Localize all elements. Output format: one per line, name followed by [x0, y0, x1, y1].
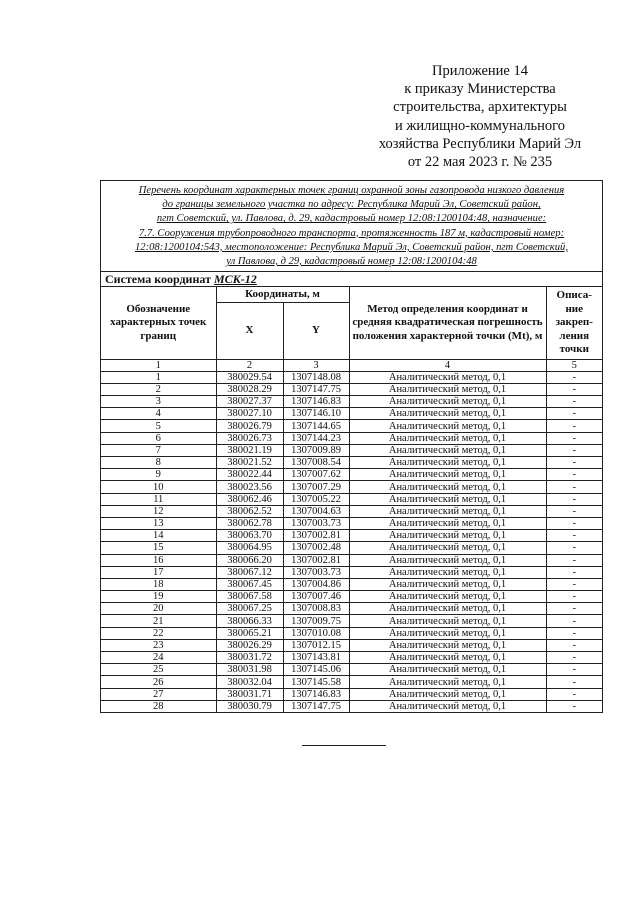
- x-coordinate-cell: 380029.54: [216, 371, 283, 383]
- x-coordinate-cell: 380062.46: [216, 493, 283, 505]
- table-row: [101, 578, 602, 590]
- point-number-cell: 16: [101, 554, 216, 566]
- y-coordinate-cell: 1307146.83: [283, 688, 349, 700]
- point-number-cell: 7: [101, 444, 216, 456]
- method-cell: Аналитический метод, 0,1: [349, 652, 546, 664]
- table-row: [101, 457, 602, 469]
- method-cell: Аналитический метод, 0,1: [349, 469, 546, 481]
- y-coordinate-cell: 1307003.73: [283, 566, 349, 578]
- description-cell: -: [546, 432, 602, 444]
- table-row: [101, 383, 602, 395]
- y-coordinate-cell: 1307146.10: [283, 408, 349, 420]
- description-cell: -: [546, 676, 602, 688]
- coordinate-system-value: МСК-12: [213, 272, 257, 287]
- y-coordinate-cell: 1307145.58: [283, 676, 349, 688]
- table-body: [101, 371, 602, 712]
- point-number-cell: 26: [101, 676, 216, 688]
- table-row: [101, 493, 602, 505]
- table-row: [101, 517, 602, 529]
- point-number-cell: 25: [101, 664, 216, 676]
- y-coordinate-cell: 1307143.81: [283, 652, 349, 664]
- x-coordinate-cell: 380066.20: [216, 554, 283, 566]
- point-number-cell: 17: [101, 566, 216, 578]
- method-cell: Аналитический метод, 0,1: [349, 517, 546, 529]
- y-coordinate-cell: 1307004.86: [283, 578, 349, 590]
- col-number: 2: [216, 359, 283, 371]
- description-cell: -: [546, 469, 602, 481]
- point-number-cell: 15: [101, 542, 216, 554]
- method-cell: Аналитический метод, 0,1: [349, 688, 546, 700]
- table-row: [101, 700, 602, 712]
- point-number-cell: 3: [101, 396, 216, 408]
- method-cell: Аналитический метод, 0,1: [349, 542, 546, 554]
- x-coordinate-cell: 380065.21: [216, 627, 283, 639]
- point-number-cell: 22: [101, 627, 216, 639]
- table-row: [101, 432, 602, 444]
- method-cell: Аналитический метод, 0,1: [349, 566, 546, 578]
- description-cell: -: [546, 396, 602, 408]
- point-number-cell: 10: [101, 481, 216, 493]
- y-coordinate-cell: 1307008.83: [283, 603, 349, 615]
- x-coordinate-cell: 380030.79: [216, 700, 283, 712]
- table-row: [101, 676, 602, 688]
- table-row: [101, 481, 602, 493]
- table-row: [101, 664, 602, 676]
- x-coordinate-cell: 380067.12: [216, 566, 283, 578]
- description-cell: -: [546, 603, 602, 615]
- point-number-cell: 23: [101, 639, 216, 651]
- y-coordinate-cell: 1307002.81: [283, 554, 349, 566]
- header-line: Приложение 14: [432, 63, 528, 79]
- x-coordinate-cell: 380021.19: [216, 444, 283, 456]
- x-coordinate-cell: 380067.45: [216, 578, 283, 590]
- method-cell: Аналитический метод, 0,1: [349, 664, 546, 676]
- coordinates-table: [101, 287, 602, 712]
- method-cell: Аналитический метод, 0,1: [349, 530, 546, 542]
- table-row: [101, 444, 602, 456]
- table-row: [101, 627, 602, 639]
- col-header-method: Метод определения координат и средняя квадратическая погрешность положения характерной точки (Mt), м: [349, 287, 546, 359]
- method-cell: Аналитический метод, 0,1: [349, 371, 546, 383]
- table-row: [101, 652, 602, 664]
- title-line: до границы земельного участка по адресу: Республика Марий Эл, Советский район,: [162, 199, 541, 211]
- point-number-cell: 8: [101, 457, 216, 469]
- header-line: хозяйства Республики Марий Эл: [378, 135, 582, 152]
- y-coordinate-cell: 1307005.22: [283, 493, 349, 505]
- description-cell: -: [546, 591, 602, 603]
- y-coordinate-cell: 1307148.08: [283, 371, 349, 383]
- method-cell: Аналитический метод, 0,1: [349, 627, 546, 639]
- method-cell: Аналитический метод, 0,1: [349, 700, 546, 712]
- title-line: 12:08:1200104:543, местоположение: Республика Марий Эл, Советский район, пгт Советский,: [135, 241, 568, 253]
- table-row: [101, 542, 602, 554]
- table-row: [101, 408, 602, 420]
- point-number-cell: 2: [101, 383, 216, 395]
- y-coordinate-cell: 1307003.73: [283, 517, 349, 529]
- document-title: [101, 181, 602, 272]
- col-number: 3: [283, 359, 349, 371]
- method-cell: Аналитический метод, 0,1: [349, 383, 546, 395]
- table-row: [101, 639, 602, 651]
- point-number-cell: 14: [101, 530, 216, 542]
- point-number-cell: 13: [101, 517, 216, 529]
- x-coordinate-cell: 380023.56: [216, 481, 283, 493]
- col-number: 1: [101, 359, 216, 371]
- method-cell: Аналитический метод, 0,1: [349, 639, 546, 651]
- col-header-desc: Описа- ние закреп- ления точки: [546, 287, 602, 359]
- point-number-cell: 11: [101, 493, 216, 505]
- header-line: и жилищно-коммунального: [394, 117, 566, 134]
- y-coordinate-cell: 1307002.48: [283, 542, 349, 554]
- coordinate-system: [101, 272, 602, 287]
- description-cell: -: [546, 652, 602, 664]
- description-cell: -: [546, 457, 602, 469]
- y-coordinate-cell: 1307147.75: [283, 383, 349, 395]
- description-cell: -: [546, 639, 602, 651]
- y-coordinate-cell: 1307010.08: [283, 627, 349, 639]
- point-number-cell: 27: [101, 688, 216, 700]
- y-coordinate-cell: 1307009.75: [283, 615, 349, 627]
- y-coordinate-cell: 1307007.29: [283, 481, 349, 493]
- description-cell: -: [546, 615, 602, 627]
- x-coordinate-cell: 380022.44: [216, 469, 283, 481]
- x-coordinate-cell: 380026.29: [216, 639, 283, 651]
- point-number-cell: 21: [101, 615, 216, 627]
- table-row: [101, 566, 602, 578]
- description-cell: -: [546, 505, 602, 517]
- method-cell: Аналитический метод, 0,1: [349, 432, 546, 444]
- description-cell: -: [546, 481, 602, 493]
- footer-divider: [302, 745, 386, 746]
- y-coordinate-cell: 1307144.65: [283, 420, 349, 432]
- title-line: пгт Советский, ул. Павлова, д. 29, кадастровый номер 12:08:1200104:48, назначение:: [156, 213, 547, 225]
- description-cell: -: [546, 627, 602, 639]
- col-header-coords: Координаты, м: [216, 287, 349, 302]
- method-cell: Аналитический метод, 0,1: [349, 493, 546, 505]
- table-row: [101, 469, 602, 481]
- method-cell: Аналитический метод, 0,1: [349, 444, 546, 456]
- coordinate-system-label: Система координат: [105, 272, 214, 287]
- point-number-cell: 4: [101, 408, 216, 420]
- x-coordinate-cell: 380028.29: [216, 383, 283, 395]
- description-cell: -: [546, 383, 602, 395]
- method-cell: Аналитический метод, 0,1: [349, 591, 546, 603]
- description-cell: -: [546, 444, 602, 456]
- description-cell: -: [546, 578, 602, 590]
- description-cell: -: [546, 530, 602, 542]
- col-header-x: X: [216, 303, 283, 360]
- table-row: [101, 554, 602, 566]
- point-number-cell: 28: [101, 700, 216, 712]
- header-line: строительства, архитектуры: [393, 99, 567, 116]
- method-cell: Аналитический метод, 0,1: [349, 554, 546, 566]
- title-line: 7.7. Сооружения трубопроводного транспорта, протяженность 187 м, кадастровый номер:: [138, 227, 565, 239]
- method-cell: Аналитический метод, 0,1: [349, 396, 546, 408]
- title-line: Перечень координат характерных точек границ охранной зоны газопровода низкого давления: [138, 185, 565, 196]
- point-number-cell: 12: [101, 505, 216, 517]
- table-row: [101, 530, 602, 542]
- method-cell: Аналитический метод, 0,1: [349, 505, 546, 517]
- y-coordinate-cell: 1307009.89: [283, 444, 349, 456]
- point-number-cell: 5: [101, 420, 216, 432]
- header-line: от 22 мая 2023 г. № 235: [407, 154, 553, 171]
- title-line: ул Павлова, д 29, кадастровый номер 12:08:1200104:48: [226, 256, 477, 268]
- table-row: [101, 591, 602, 603]
- x-coordinate-cell: 380027.10: [216, 408, 283, 420]
- method-cell: Аналитический метод, 0,1: [349, 420, 546, 432]
- col-header-y: Y: [283, 303, 349, 360]
- method-cell: Аналитический метод, 0,1: [349, 603, 546, 615]
- y-coordinate-cell: 1307002.81: [283, 530, 349, 542]
- description-cell: -: [546, 664, 602, 676]
- x-coordinate-cell: 380031.98: [216, 664, 283, 676]
- description-cell: -: [546, 493, 602, 505]
- x-coordinate-cell: 380027.37: [216, 396, 283, 408]
- method-cell: Аналитический метод, 0,1: [349, 457, 546, 469]
- table-row: [101, 603, 602, 615]
- x-coordinate-cell: 380026.79: [216, 420, 283, 432]
- x-coordinate-cell: 380062.78: [216, 517, 283, 529]
- description-cell: -: [546, 554, 602, 566]
- method-cell: Аналитический метод, 0,1: [349, 578, 546, 590]
- x-coordinate-cell: 380031.72: [216, 652, 283, 664]
- y-coordinate-cell: 1307144.23: [283, 432, 349, 444]
- x-coordinate-cell: 380032.04: [216, 676, 283, 688]
- point-number-cell: 6: [101, 432, 216, 444]
- col-header-point: Обозначение характерных точек границ: [101, 287, 216, 359]
- appendix-header: [360, 62, 600, 171]
- x-coordinate-cell: 380067.25: [216, 603, 283, 615]
- col-number: 5: [546, 359, 602, 371]
- point-number-cell: 9: [101, 469, 216, 481]
- header-line: к приказу Министерства: [404, 81, 556, 98]
- y-coordinate-cell: 1307007.46: [283, 591, 349, 603]
- description-cell: -: [546, 420, 602, 432]
- method-cell: Аналитический метод, 0,1: [349, 676, 546, 688]
- y-coordinate-cell: 1307012.15: [283, 639, 349, 651]
- x-coordinate-cell: 380066.33: [216, 615, 283, 627]
- method-cell: Аналитический метод, 0,1: [349, 408, 546, 420]
- description-cell: -: [546, 688, 602, 700]
- y-coordinate-cell: 1307008.54: [283, 457, 349, 469]
- x-coordinate-cell: 380067.58: [216, 591, 283, 603]
- point-number-cell: 19: [101, 591, 216, 603]
- y-coordinate-cell: 1307145.06: [283, 664, 349, 676]
- y-coordinate-cell: 1307004.63: [283, 505, 349, 517]
- table-row: [101, 615, 602, 627]
- description-cell: -: [546, 371, 602, 383]
- col-number: 4: [349, 359, 546, 371]
- y-coordinate-cell: 1307007.62: [283, 469, 349, 481]
- x-coordinate-cell: 380063.70: [216, 530, 283, 542]
- point-number-cell: 18: [101, 578, 216, 590]
- point-number-cell: 24: [101, 652, 216, 664]
- y-coordinate-cell: 1307146.83: [283, 396, 349, 408]
- table-row: [101, 688, 602, 700]
- description-cell: -: [546, 700, 602, 712]
- coordinates-frame: [100, 180, 603, 713]
- x-coordinate-cell: 380026.73: [216, 432, 283, 444]
- method-cell: Аналитический метод, 0,1: [349, 615, 546, 627]
- table-row: [101, 396, 602, 408]
- description-cell: -: [546, 542, 602, 554]
- point-number-cell: 1: [101, 371, 216, 383]
- table-row: [101, 420, 602, 432]
- description-cell: -: [546, 566, 602, 578]
- y-coordinate-cell: 1307147.75: [283, 700, 349, 712]
- description-cell: -: [546, 408, 602, 420]
- table-row: [101, 371, 602, 383]
- x-coordinate-cell: 380031.71: [216, 688, 283, 700]
- x-coordinate-cell: 380062.52: [216, 505, 283, 517]
- x-coordinate-cell: 380064.95: [216, 542, 283, 554]
- table-row: [101, 505, 602, 517]
- x-coordinate-cell: 380021.52: [216, 457, 283, 469]
- description-cell: -: [546, 517, 602, 529]
- point-number-cell: 20: [101, 603, 216, 615]
- method-cell: Аналитический метод, 0,1: [349, 481, 546, 493]
